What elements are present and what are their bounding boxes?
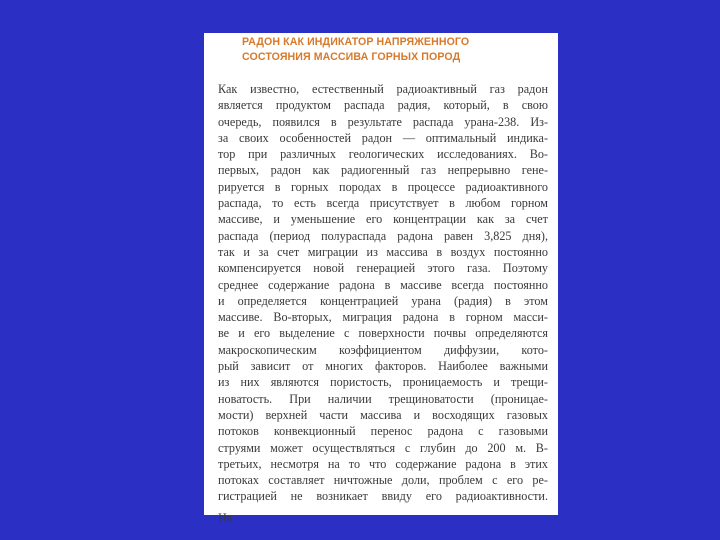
body-line: ве и его выделение с поверхности почвы определяются [218, 326, 548, 341]
body-line: струями может осуществляться с глубин до 200 м. В- [218, 440, 548, 455]
body-line: очередь, появился в результате распада урана-238. Из- [218, 114, 548, 129]
document-title [242, 35, 552, 65]
body-line: распада (период полураспада радона равен 3,825 дня), [218, 228, 548, 243]
body-line: Как известно, естественный радиоактивный газ радон [218, 82, 548, 96]
document-body [218, 81, 548, 505]
body-line: массиве. Во-вторых, миграция радона в горном масси- [218, 310, 548, 325]
body-line: из них являются пористость, проницаемость и трещи- [218, 375, 548, 390]
body-line: потоках составляет ничтожные доли, проблем с его ре- [218, 473, 548, 488]
body-line: тор при различных геологических исследованиях. Во- [218, 147, 548, 162]
body-line: третьих, несмотря на то что содержание радона в этих [218, 456, 548, 471]
cut-off-line: На [218, 511, 233, 525]
body-line: макроскопическим коэффициентом диффузии, кото- [218, 342, 548, 357]
body-line: так и за счет миграции из массива в воздух постоянно [218, 244, 548, 259]
body-line: распада, то есть всегда присутствует в любом горном [218, 196, 548, 211]
body-line: мости) верхней части массива и восходящих газовых [218, 407, 548, 422]
body-line: гистрацией не возникает ввиду его радиоактивности. [218, 489, 548, 504]
body-line: первых, радон как радиогенный газ непрерывно гене- [218, 163, 548, 178]
body-line: рый зависит от многих факторов. Наиболее важными [218, 359, 548, 374]
body-line: и определяется концентрацией урана (радия) в этом [218, 293, 548, 308]
body-line: потоков конвекционный перенос радона с газовыми [218, 424, 548, 439]
body-line: новатость. При наличии трещиноватости (проницае- [218, 391, 548, 406]
document-page [204, 33, 558, 525]
body-line: компенсируется новой генерацией этого газа. Поэтому [218, 261, 548, 276]
title-line: РАДОН КАК ИНДИКАТОР НАПРЯЖЕННОГО [242, 36, 470, 48]
body-line: рируется в горных породах в процессе радиоактивного [218, 179, 548, 194]
body-line: массиве, и уменьшение его концентрации как за счет [218, 212, 548, 227]
body-line: является продуктом распада радия, который, в свою [218, 98, 548, 113]
body-line: за своих особенностей радон — оптимальный индика- [218, 130, 548, 145]
title-line: СОСТОЯНИЯ МАССИВА ГОРНЫХ ПОРОД [242, 51, 461, 63]
body-line: среднее содержание радона в массиве всегда постоянно [218, 277, 548, 292]
